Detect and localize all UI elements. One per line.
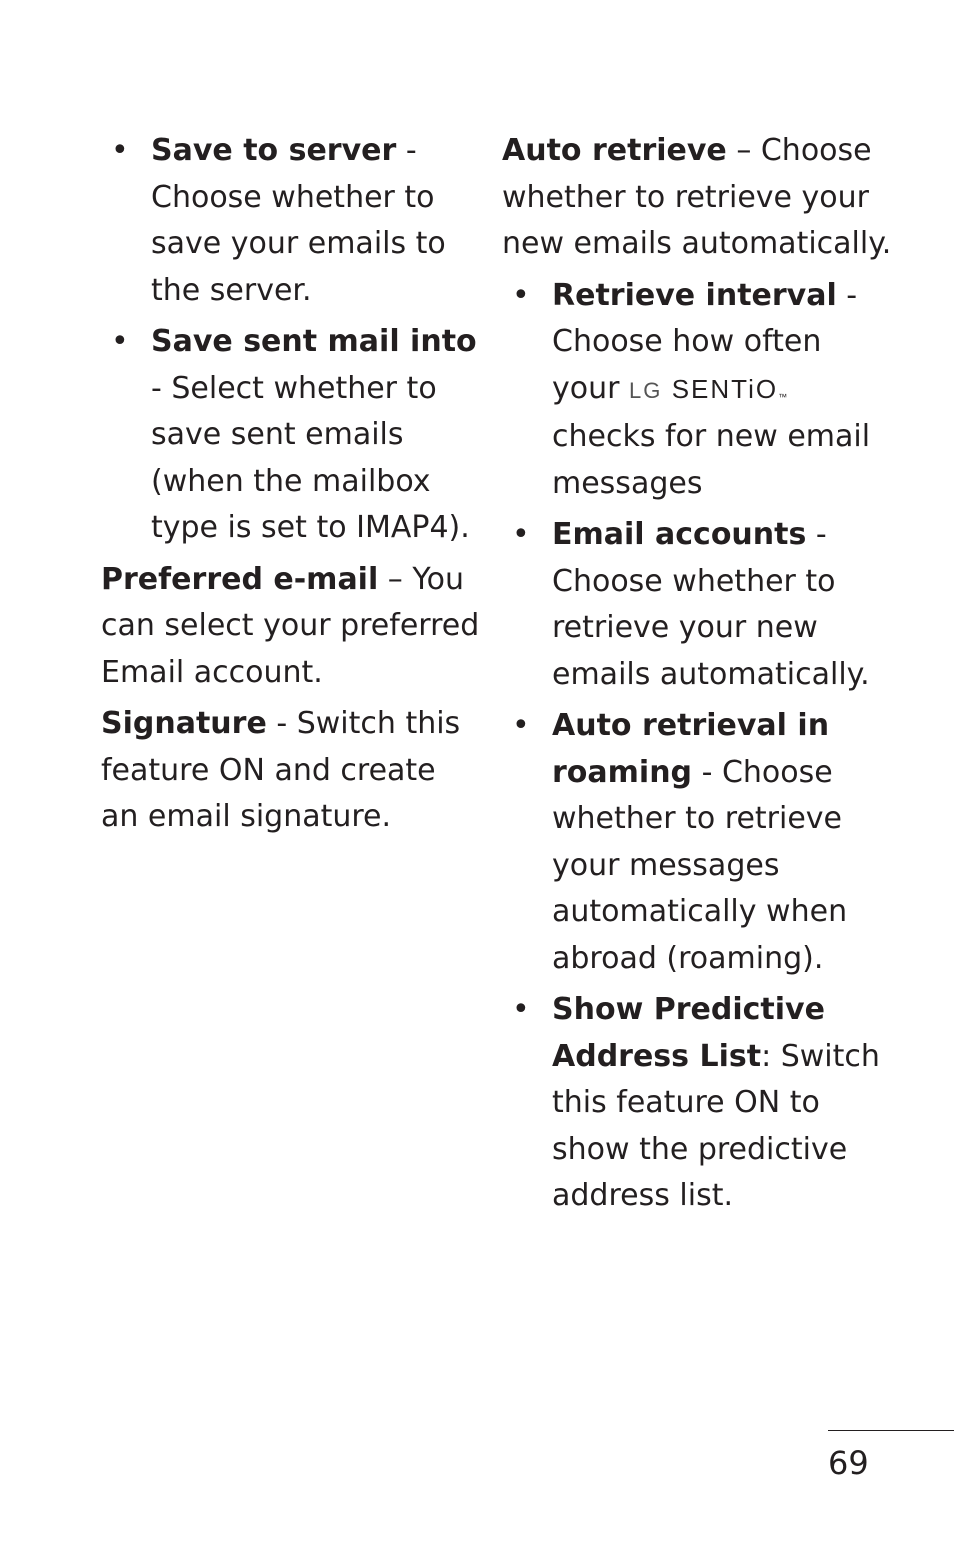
bullet-dot: • [512, 517, 530, 552]
desc-show-predictive-address-list: Switch this feature ON to show the predictive address list. [552, 1038, 880, 1213]
para-preferred-email [101, 557, 481, 697]
desc-auto-retrieve: Choose whether to retrieve your new emails automatically. [502, 133, 892, 261]
term-email-accounts: Email accounts [552, 517, 807, 552]
desc-email-accounts: Choose whether to retrieve your new emails automatically. [552, 563, 870, 692]
sentio-logo-text: SENTiO [671, 373, 779, 404]
lg-logo-text: LG [629, 377, 663, 403]
separator: - [836, 277, 858, 313]
term-signature: Signature [101, 706, 267, 741]
separator: - [806, 517, 827, 552]
bullet-show-predictive-address-list [502, 987, 892, 1220]
left-column [101, 128, 481, 846]
bullet-retrieve-interval [502, 273, 892, 508]
desc-signature: Switch this feature ON and create an email signature. [101, 706, 461, 834]
separator: - [692, 754, 722, 790]
term-auto-retrieve: Auto retrieve [502, 133, 727, 168]
bullet-dot: • [512, 277, 530, 313]
term-retrieve-interval: Retrieve interval [552, 277, 837, 313]
desc-retrieve-interval-before: Choose how often your [552, 324, 822, 406]
desc-auto-retrieval-roaming: Choose whether to retrieve your messages automatically when abroad (roaming). [552, 754, 848, 976]
desc-save-sent-mail-into: - Select whether to save sent emails (when the mailbox type is set to IMAP4). [151, 370, 470, 545]
separator: – [726, 133, 761, 168]
para-auto-retrieve [502, 128, 892, 268]
page-number-rule [828, 1430, 954, 1431]
bullet-dot: • [512, 708, 530, 743]
para-signature [101, 701, 481, 841]
trademark-mark: ™ [778, 391, 789, 402]
right-column [502, 128, 892, 1225]
bullet-dot: • [512, 992, 530, 1027]
term-show-predictive-address-list: Show Predictive Address List [552, 992, 825, 1074]
desc-preferred-email: You can select your preferred Email account. [101, 561, 480, 690]
separator: – [378, 561, 413, 597]
term-preferred-email: Preferred e-mail [101, 561, 379, 597]
separator: : [761, 1038, 781, 1074]
separator: - [396, 133, 417, 168]
bullet-dot: • [111, 324, 129, 359]
bullet-save-sent-mail-into [101, 319, 481, 552]
term-save-sent-mail-into: Save sent mail into [151, 324, 477, 359]
desc-retrieve-interval-after: checks for new email messages [552, 419, 871, 501]
brand-logo [629, 372, 788, 405]
bullet-email-accounts [502, 512, 892, 698]
term-auto-retrieval-roaming: Auto retrieval in roaming [552, 708, 830, 790]
page-number: 69 [828, 1444, 869, 1482]
separator: - [266, 706, 297, 741]
desc-save-to-server: Choose whether to save your emails to the server. [151, 179, 446, 308]
term-save-to-server: Save to server [151, 133, 397, 168]
bullet-dot: • [111, 133, 129, 168]
bullet-auto-retrieval-roaming [502, 703, 892, 982]
bullet-save-to-server [101, 128, 481, 314]
